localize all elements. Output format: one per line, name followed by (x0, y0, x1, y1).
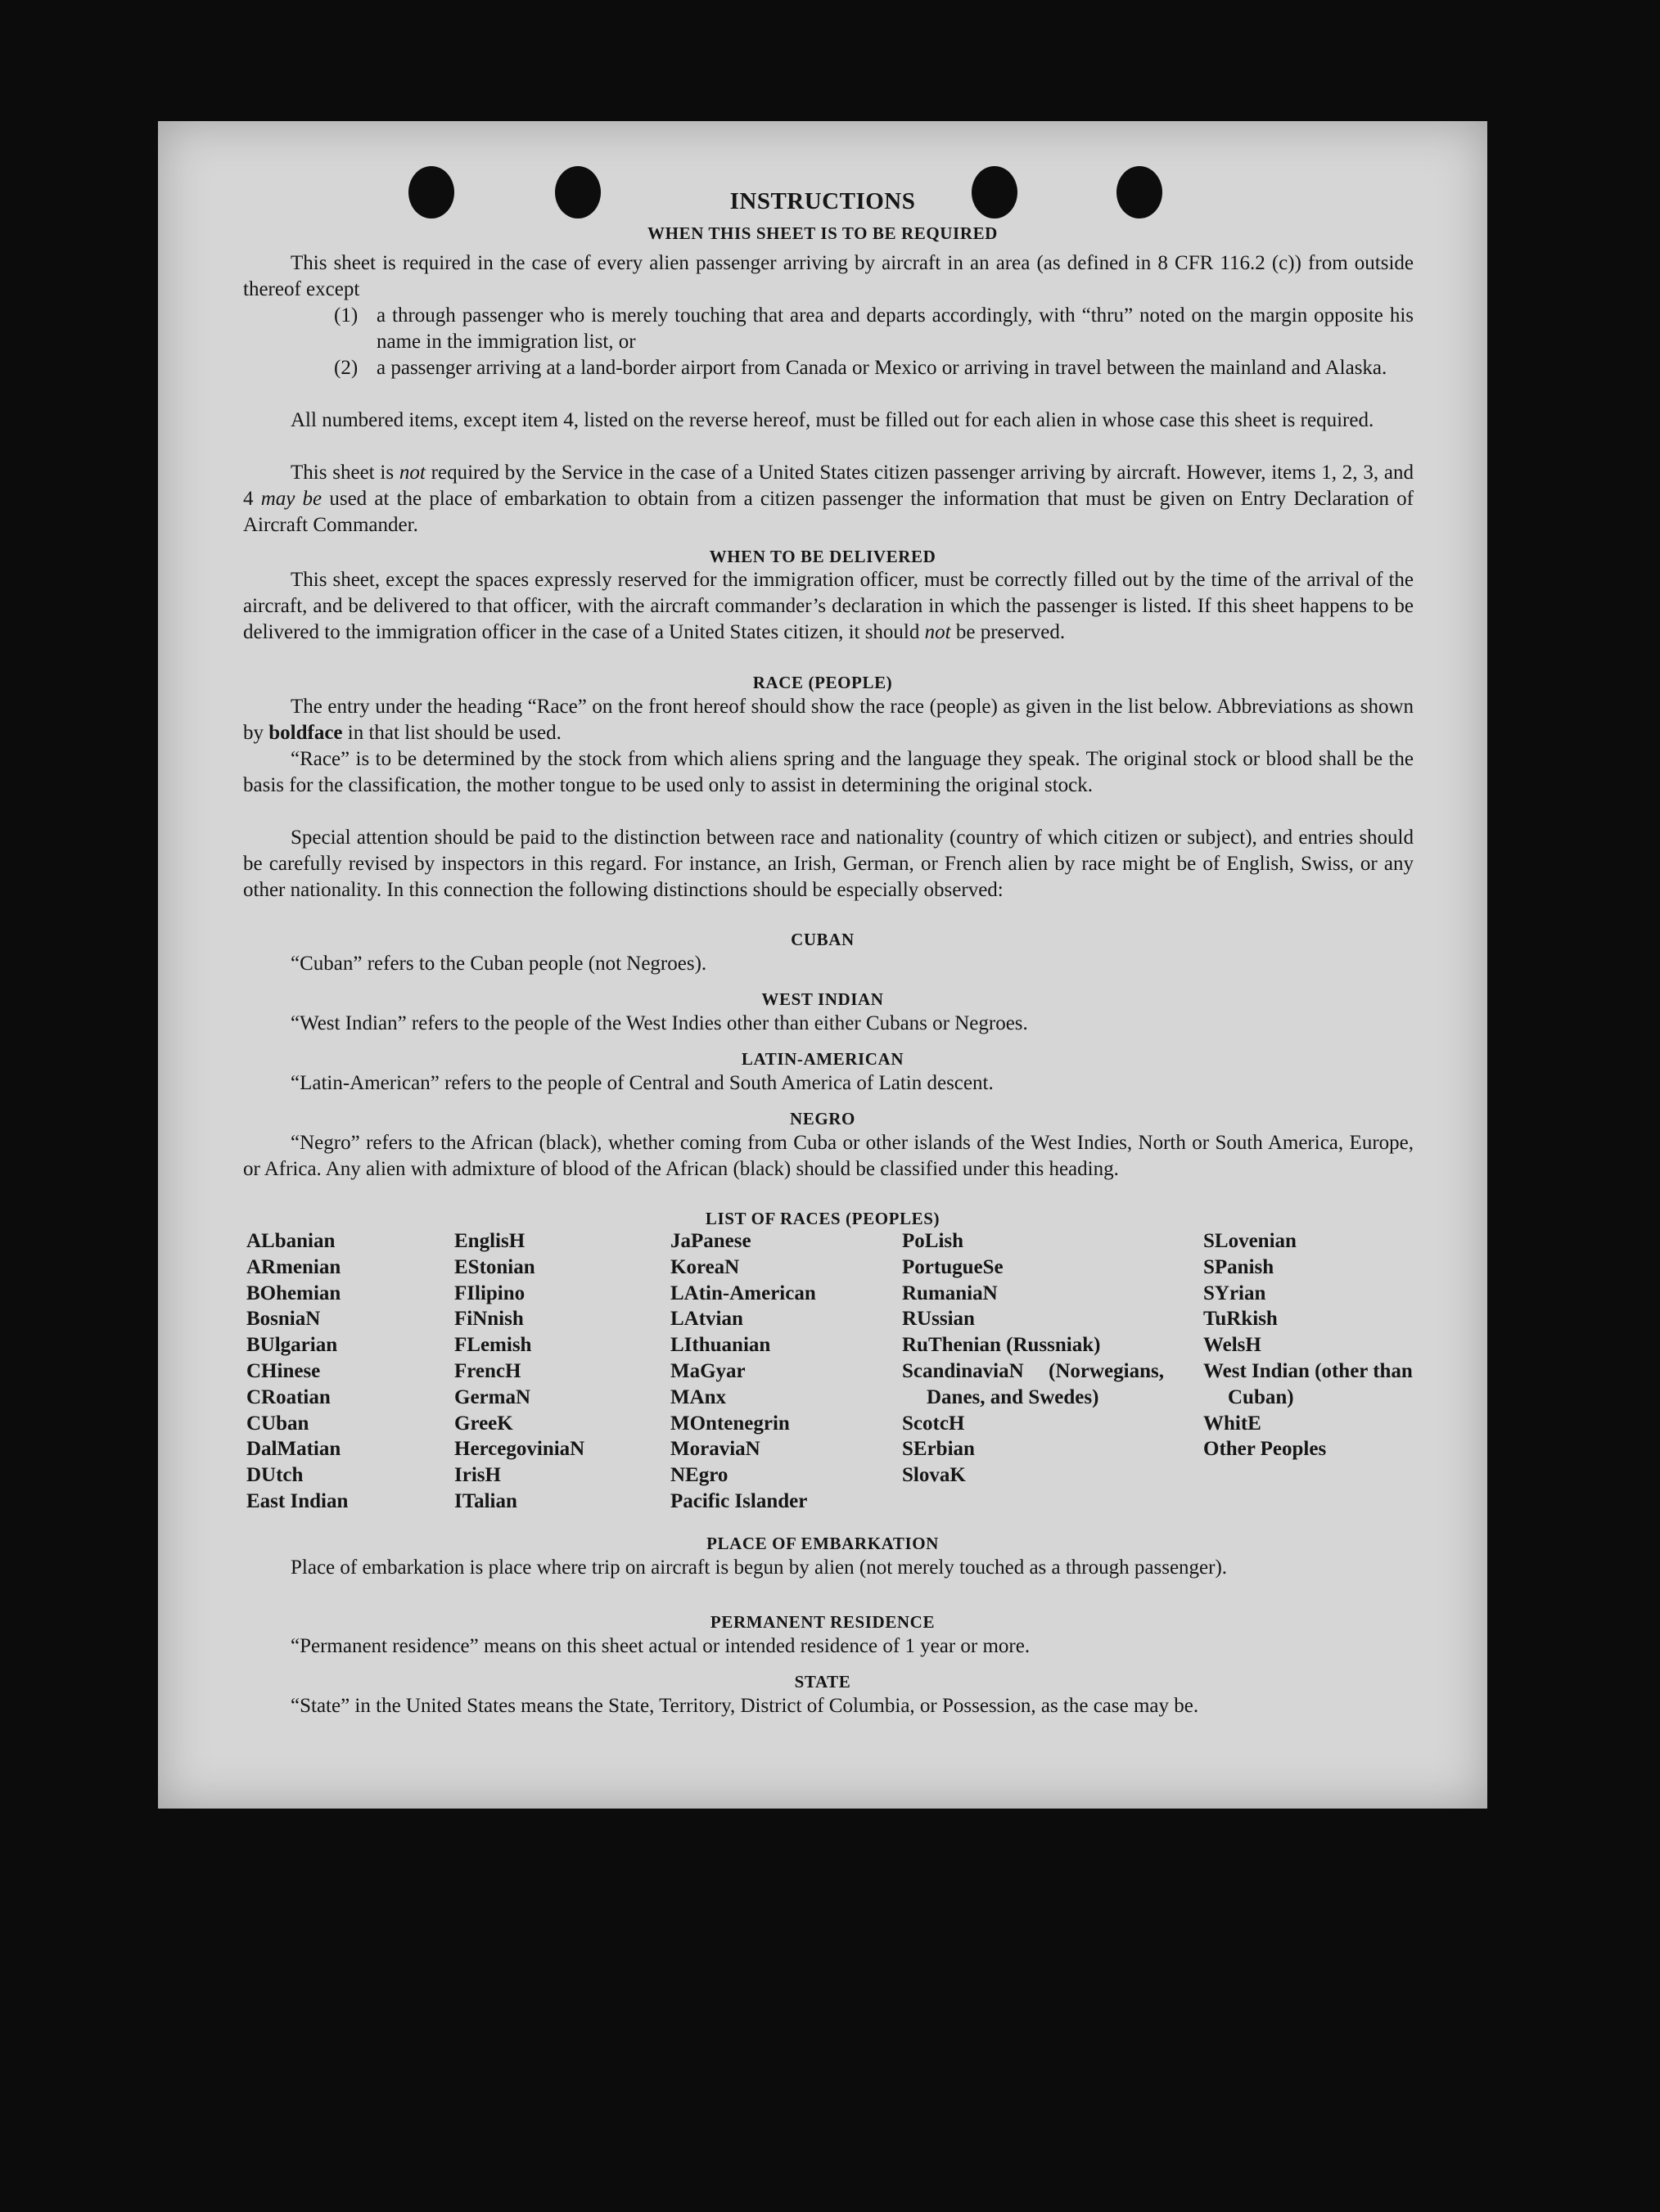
document-title: INSTRUCTIONS (729, 188, 916, 214)
race-entry: RumaniaN (902, 1282, 998, 1304)
race-entry: CRoatian (246, 1385, 331, 1408)
west-indian-text: “West Indian” refers to the people of the West Indies other than either Cubans or Negroes. (291, 1012, 1028, 1034)
race-entry: West Indian (other than Cuban) (1203, 1359, 1413, 1408)
race-entry: RUssian (902, 1308, 975, 1331)
race-paragraph-1: The entry under the heading “Race” on the front hereof should show the race (people) as given in the list below. Abbreviations as shown by boldface in that list should be used. (243, 696, 1414, 744)
section-heading-required: WHEN THIS SHEET IS TO BE REQUIRED (647, 223, 998, 243)
race-entry: NEgro (670, 1464, 729, 1487)
race-entry: SLovenian (1203, 1230, 1297, 1252)
race-column-5 (1203, 1228, 1424, 1462)
residence-text: “Permanent residence” means on this sheet actual or intended residence of 1 year or more. (291, 1635, 1031, 1657)
race-entry: GermaN (454, 1385, 531, 1408)
race-entry: WelsH (1203, 1334, 1261, 1357)
race-entry: East Indian (246, 1489, 349, 1512)
item-text: a passenger arriving at a land-border airport from Canada or Mexico or arriving in travel between the mainland and Alaska. (377, 357, 1387, 379)
race-entry: TuRkish (1203, 1308, 1278, 1331)
section-heading-state: STATE (794, 1672, 851, 1692)
race-entry: BOhemian (246, 1282, 341, 1304)
list-heading: LIST OF RACES (PEOPLES) (705, 1209, 941, 1228)
race-entry: WhitE (1203, 1412, 1261, 1435)
section-heading-residence: PERMANENT RESIDENCE (710, 1612, 936, 1632)
race-entry: BosniaN (246, 1308, 321, 1331)
race-entry: MaGyar (670, 1359, 746, 1382)
race-entry: MOntenegrin (670, 1412, 790, 1435)
race-entry: SPanish (1203, 1255, 1274, 1278)
item-number: (2) (334, 357, 359, 379)
race-entry: ITalian (454, 1489, 517, 1512)
race-entry: FLemish (454, 1334, 532, 1357)
section-heading-negro: NEGRO (789, 1109, 855, 1129)
race-entry: ARmenian (246, 1255, 341, 1278)
race-entry: BUlgarian (246, 1334, 338, 1357)
race-entry: EnglisH (454, 1230, 526, 1252)
embarkation-text: Place of embarkation is place where trip on aircraft is begun by alien (not merely touched as a through passenger). (291, 1557, 1228, 1579)
item-number: (1) (334, 304, 359, 327)
document-page (158, 121, 1487, 1809)
race-entry: SYrian (1203, 1282, 1266, 1304)
race-entry: FrencH (454, 1359, 521, 1382)
required-paragraph-2: All numbered items, except item 4, listed on the reverse hereof, must be filled out for each alien in whose case this sheet is required. (291, 409, 1374, 431)
required-paragraph-3: This sheet is not required by the Service in the case of a United States citizen passenger arriving by aircraft. However, items 1, 2, 3, and 4 may be used at the place of embarkation to obtain from a citizen passenger the information that must be given on Entry Declaration of Aircraft Commander. (243, 462, 1414, 536)
race-entry: EStonian (454, 1255, 535, 1278)
section-heading-latin-american: LATIN-AMERICAN (741, 1049, 904, 1069)
race-entry: CHinese (246, 1359, 321, 1382)
race-entry: Other Peoples (1203, 1438, 1327, 1461)
race-column-2 (454, 1228, 659, 1515)
race-entry: RuThenian (Russniak) (902, 1334, 1101, 1357)
race-paragraph-3: Special attention should be paid to the distinction between race and nationality (country of which citizen or subject), and entries should be carefully revised by inspectors in this regard. For instance, an Irish, German, or French alien by race might be of English, Swiss, or any other nationality. In this connection the following distinctions should be especially observed: (243, 827, 1414, 901)
race-entry: FIlipino (454, 1282, 526, 1304)
race-entry: DUtch (246, 1464, 304, 1487)
race-entry: KoreaN (670, 1255, 740, 1278)
race-entry: ScandinaviaN (Norwegians, Danes, and Swedes) (902, 1359, 1164, 1408)
race-entry: DalMatian (246, 1438, 341, 1461)
race-paragraph-2: “Race” is to be determined by the stock from which aliens spring and the language they speak. The original stock or blood shall be the basis for the classification, the mother tongue to be used only to assist in determining the original stock. (243, 748, 1414, 796)
race-entry: MoraviaN (670, 1438, 760, 1461)
section-heading-embarkation: PLACE OF EMBARKATION (706, 1534, 939, 1553)
race-entry: FiNnish (454, 1308, 524, 1331)
race-entry: SlovaK (902, 1464, 966, 1487)
delivered-paragraph: This sheet, except the spaces expressly reserved for the immigration officer, must be correctly filled out by the time of the arrival of the aircraft, and be delivered to that officer, with the aircraft commander’s declaration in which the passenger is listed. If this sheet happens to be delivered to the immigration officer in the case of a United States citizen, it should not be preserved. (243, 569, 1414, 643)
section-heading-race: RACE (PEOPLE) (752, 673, 893, 692)
exception-item-2 (334, 355, 1414, 381)
race-entry: CUban (246, 1412, 309, 1435)
race-entry: LAtin-American (670, 1282, 816, 1304)
latin-american-text: “Latin-American” refers to the people of Central and South America of Latin descent. (291, 1072, 994, 1094)
race-entry: LIthuanian (670, 1334, 771, 1357)
race-entry: LAtvian (670, 1308, 743, 1331)
section-heading-delivered: WHEN TO BE DELIVERED (709, 547, 936, 566)
race-entry: GreeK (454, 1412, 513, 1435)
race-entry: ScotcH (902, 1412, 965, 1435)
race-entry: MAnx (670, 1385, 727, 1408)
section-heading-cuban: CUBAN (791, 930, 855, 949)
state-text: “State” in the United States means the State, Territory, District of Columbia, or Possession, as the case may be. (291, 1695, 1199, 1717)
item-text: a through passenger who is merely touching that area and departs accordingly, with “thru” noted on the margin opposite his name in the immigration list, or (377, 304, 1414, 353)
race-column-1 (246, 1228, 443, 1515)
race-entry: PortugueSe (902, 1255, 1004, 1278)
exception-item-1 (334, 303, 1414, 355)
race-column-3 (670, 1228, 891, 1515)
cuban-text: “Cuban” refers to the Cuban people (not Negroes). (291, 953, 707, 975)
race-column-4 (902, 1228, 1164, 1489)
race-entry: IrisH (454, 1464, 501, 1487)
race-entry: ALbanian (246, 1230, 336, 1252)
section-heading-west-indian: WEST INDIAN (761, 989, 884, 1009)
race-entry: HercegoviniaN (454, 1438, 585, 1461)
negro-text: “Negro” refers to the African (black), whether coming from Cuba or other islands of the West Indies, North or South America, Europe, or Africa. Any alien with admixture of blood of the African (black) should be classified under this heading. (243, 1132, 1414, 1180)
race-entry: PoLish (902, 1230, 964, 1252)
race-entry: JaPanese (670, 1230, 751, 1252)
race-entry: Pacific Islander (670, 1489, 808, 1512)
race-entry: SErbian (902, 1438, 975, 1461)
required-intro: This sheet is required in the case of every alien passenger arriving by aircraft in an area (as defined in 8 CFR 116.2 (c)) from outside thereof except (243, 252, 1414, 300)
